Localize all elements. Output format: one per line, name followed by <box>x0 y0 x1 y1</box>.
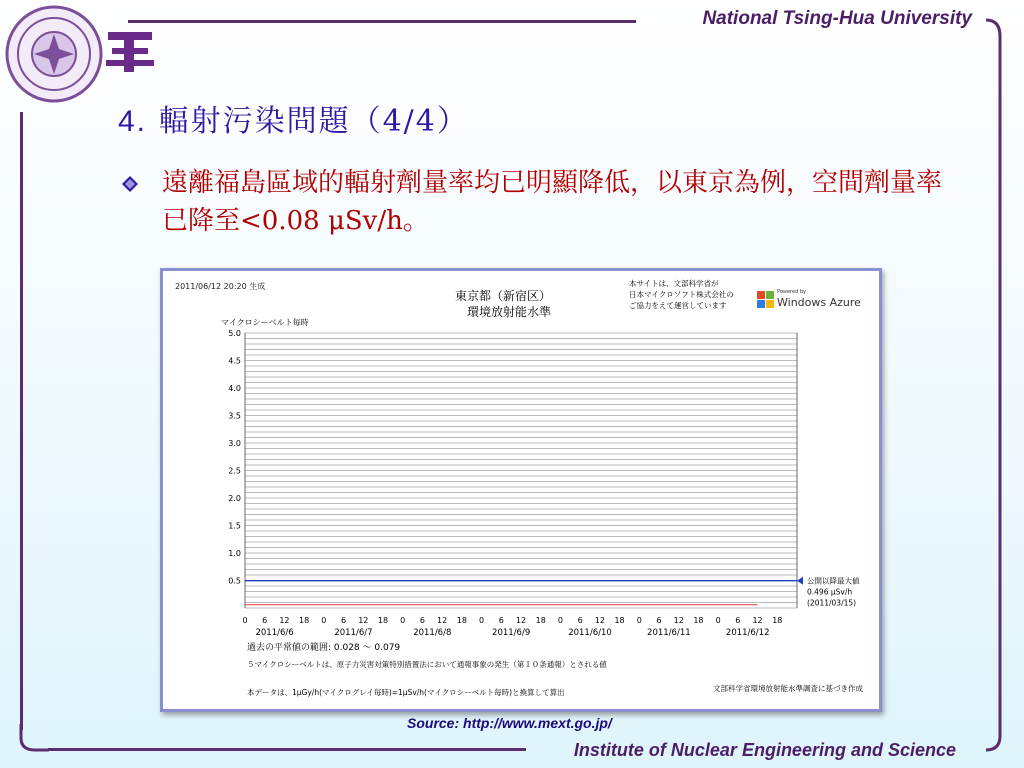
x-tick-label: 0 <box>321 616 327 625</box>
x-tick-label: 0 <box>636 616 642 625</box>
x-tick-label: 6 <box>498 616 504 625</box>
institute-emblem-logo <box>104 22 156 80</box>
bullet-text: 遠離福島區域的輻射劑量率均已明顯降低，以東京為例，空間劑量率已降至<0.08 μSv/h。 <box>162 168 943 236</box>
normal-range-text: 過去の平常値の範囲: 0.028 ～ 0.079 <box>247 643 401 653</box>
notice-line: ご協力をえて運営しています <box>629 301 727 310</box>
radiation-chart <box>160 268 882 712</box>
footer-rule <box>48 748 526 751</box>
chart-subtitle: 環境放射能水準 <box>466 305 552 319</box>
title-text: 輻射污染問題（4/4） <box>158 104 469 139</box>
y-tick-label: 0.5 <box>228 576 241 586</box>
x-tick-label: 18 <box>614 616 625 625</box>
x-date-label: 2011/6/10 <box>568 628 612 638</box>
y-tick-label: 3.5 <box>228 411 241 421</box>
note-source: 文部科学省環境放射能水準調査に基づき作成 <box>713 684 863 693</box>
x-tick-label: 12 <box>594 616 605 625</box>
notice-line: 日本マイクロソフト株式会社の <box>629 290 734 299</box>
source-citation: Source: http://www.mext.go.jp/ <box>407 715 612 731</box>
x-tick-label: 12 <box>358 616 369 625</box>
max-value-label: (2011/03/15) <box>807 598 857 608</box>
windows-azure-label: Windows Azure <box>777 296 861 309</box>
x-tick-label: 12 <box>515 616 527 625</box>
title-number: 4. <box>118 105 148 138</box>
x-tick-label: 0 <box>242 616 248 625</box>
y-tick-label: 2.5 <box>228 466 241 476</box>
diamond-bullet-icon <box>122 176 138 192</box>
x-date-label: 2011/6/6 <box>255 628 294 638</box>
max-value-label: 公開以降最大値 <box>807 576 860 586</box>
x-tick-label: 0 <box>400 616 406 625</box>
x-tick-label: 12 <box>673 616 684 625</box>
note-5usv: ５マイクロシーベルトは、原子力災害対策特別措置法において通報事象の発生（第１０条通報）とされる値 <box>247 660 607 669</box>
x-tick-label: 6 <box>577 616 583 625</box>
powered-by-label: Powered by <box>777 289 806 295</box>
chart-generated-stamp: 2011/06/12 20:20 生成 <box>175 282 266 291</box>
note-conversion: 本データは、1μGy/h(マイクログレイ毎時)=1μSv/h(マイクロシーベルト毎時)と換算して算出 <box>247 688 565 697</box>
y-tick-label: 5.0 <box>228 329 241 338</box>
chart-svg <box>163 271 879 709</box>
frame-right-corner <box>980 14 1008 754</box>
chart-title: 東京都（新宿区） <box>454 289 552 303</box>
header-rule <box>128 20 636 23</box>
max-value-label: 0.496 μSv/h <box>807 587 853 597</box>
x-date-label: 2011/6/8 <box>413 628 452 638</box>
x-tick-label: 0 <box>479 616 485 625</box>
y-tick-label: 3.0 <box>228 439 241 448</box>
x-tick-label: 6 <box>341 616 347 625</box>
university-seal-logo <box>4 4 104 104</box>
x-tick-label: 18 <box>535 616 546 625</box>
y-axis-label: マイクロシーベルト毎時 <box>221 318 309 327</box>
x-date-label: 2011/6/12 <box>725 628 770 638</box>
x-date-label: 2011/6/11 <box>647 628 691 638</box>
x-tick-label: 12 <box>279 616 290 625</box>
x-tick-label: 18 <box>377 616 389 625</box>
x-tick-label: 0 <box>715 616 721 625</box>
x-tick-label: 6 <box>262 616 268 625</box>
institute-name: Institute of Nuclear Engineering and Science <box>573 740 956 760</box>
y-tick-label: 4.0 <box>228 384 241 393</box>
x-tick-label: 6 <box>419 616 425 625</box>
max-marker-icon <box>797 577 803 585</box>
x-tick-label: 6 <box>656 616 662 625</box>
x-tick-label: 18 <box>693 616 704 625</box>
windows-azure-logo <box>757 289 861 309</box>
frame-left-vertical <box>20 112 23 730</box>
x-tick-label: 12 <box>437 616 448 625</box>
notice-line: 本サイトは、文部科学省が <box>629 279 719 288</box>
chart-notice <box>629 278 734 310</box>
x-date-label: 2011/6/9 <box>492 628 531 638</box>
y-tick-label: 2.0 <box>228 494 241 503</box>
university-name: National Tsing-Hua University <box>702 8 972 29</box>
y-tick-label: 4.5 <box>228 356 241 366</box>
x-tick-label: 18 <box>772 616 783 625</box>
y-tick-label: 1.0 <box>228 549 241 558</box>
frame-left-bottom-corner <box>19 724 49 754</box>
x-tick-label: 0 <box>557 616 563 625</box>
x-date-label: 2011/6/7 <box>334 628 373 638</box>
x-tick-label: 12 <box>752 616 763 625</box>
x-tick-label: 18 <box>299 616 310 625</box>
x-tick-label: 6 <box>735 616 741 625</box>
x-tick-label: 18 <box>456 616 467 625</box>
y-tick-label: 1.5 <box>228 521 241 531</box>
slide-title <box>118 96 469 140</box>
